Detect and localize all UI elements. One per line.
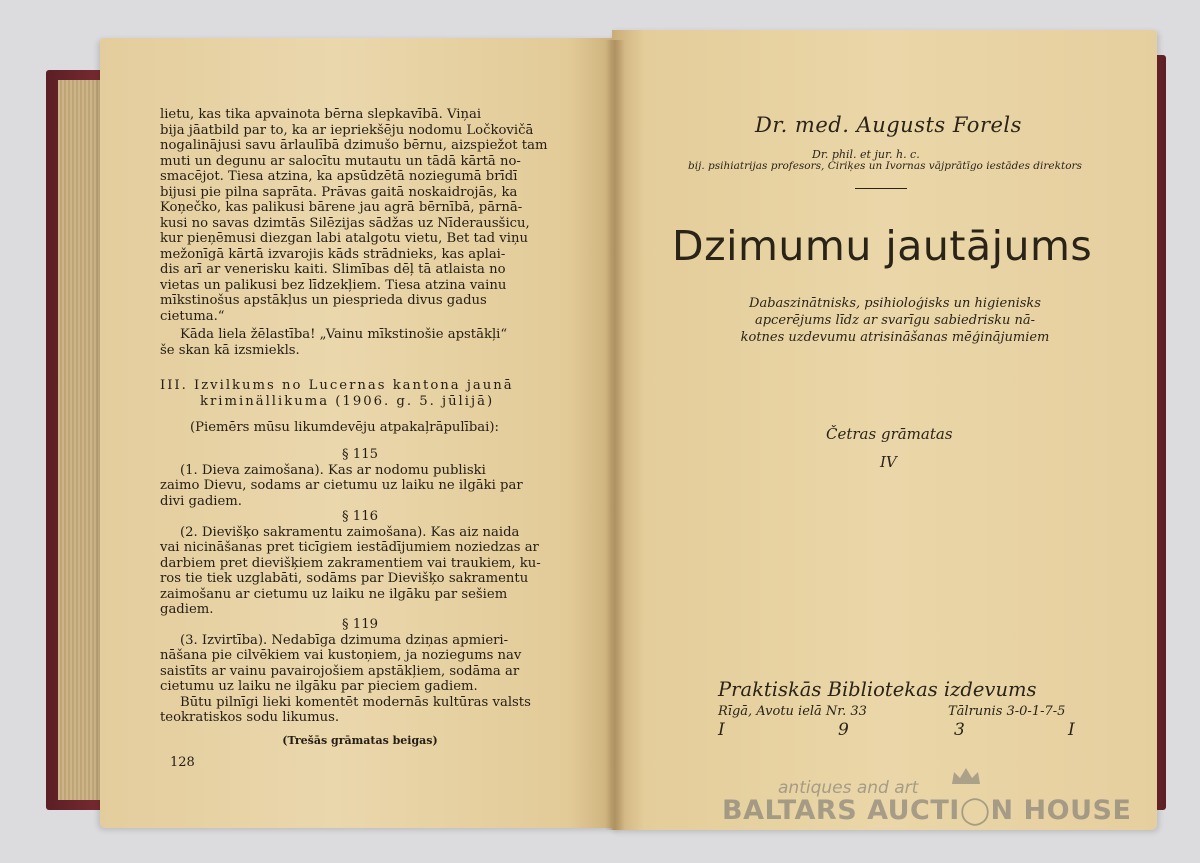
book-subtitle	[720, 295, 1070, 346]
article-number: § 115	[342, 447, 378, 462]
author-profession: bij. psihiatrijas profesors, Ciriķes un Ivornas vājprātīgo iestādes direktors	[688, 160, 1082, 172]
text-line: mežonīgā kārtā izvarojis kāds strādnieks, kas aplai-	[160, 246, 506, 262]
section-note	[160, 420, 560, 436]
text-line: zaimo Dievu, sodams ar cietumu uz laiku ne ilgāki par	[160, 478, 523, 493]
text-line: bijusi pie pilna saprāta. Prāvas gaitā noskaidrojās, ka	[160, 184, 518, 200]
article-115	[160, 447, 560, 509]
publisher-address: Rīgā, Avotu ielā Nr. 33	[718, 704, 867, 719]
page-number: 128	[170, 755, 195, 770]
subtitle-line: apcerējums līdz ar svarīgu sabiedrisku nā-	[754, 313, 1036, 328]
publisher-phone: Tālrunis 3-0-1-7-5	[948, 704, 1066, 719]
text-line: (Trešās grāmatas beigas)	[282, 734, 438, 747]
text-line: zaimošanu ar cietumu uz laiku ne ilgāku par sešiem	[160, 586, 508, 602]
book-title: Dzimumu jautājums	[672, 222, 1093, 270]
section-title	[160, 378, 560, 409]
divider	[855, 188, 907, 189]
text-line: (2. Dievišķo sakramentu zaimošana). Kas aiz naida	[180, 524, 520, 540]
text-line: (Piemērs mūsu likumdevēju atpakaļrāpulībai):	[190, 420, 499, 435]
article-number: § 119	[342, 617, 378, 632]
text-line: teokratiskos sodu likumus.	[160, 710, 340, 725]
text-line: vietas un palikusi bez līdzekļiem. Tiesa atzina vainu	[160, 277, 507, 293]
crown-icon	[950, 766, 982, 786]
watermark-name: BALTARS AUCTI◯N HOUSE	[722, 795, 1132, 826]
text-line: darbiem pret dievišķiem zakramentiem vai traukiem, ku-	[160, 555, 541, 571]
article-116	[160, 509, 560, 618]
text-line: kriminällikuma (1906. g. 5. jūlijā)	[200, 393, 495, 409]
text-line: divi gadiem.	[160, 493, 242, 509]
text-line: smacējot. Tiesa atzina, ka apsūdzētā noziegumā brīdī	[160, 169, 518, 184]
year-digit: 9	[838, 720, 849, 740]
left-paragraph-1	[160, 107, 560, 324]
watermark-tagline: antiques and art	[778, 778, 919, 798]
books-count: Četras grāmatas	[826, 425, 953, 443]
author-credentials: Dr. phil. et jur. h. c.	[812, 148, 920, 161]
text-line: lietu, kas tika apvainota bērna slepkavībā. Viņai	[160, 107, 482, 122]
text-line: muti un degunu ar salocītu mutautu un tādā kārtā no-	[160, 153, 521, 169]
text-line: kur pieņēmusi diezgan labi atalgotu vietu, Bet tad viņu	[160, 231, 528, 246]
end-note	[160, 733, 560, 749]
subtitle-line: kotnes uzdevumu atrisināšanas mēģinājumiem	[740, 330, 1050, 345]
text-line: (1. Dieva zaimošana). Kas ar nodomu publiski	[180, 462, 486, 478]
article-119	[160, 617, 560, 726]
text-line: gadiem.	[160, 602, 214, 617]
article-number: § 116	[342, 509, 378, 524]
subtitle-line: Dabaszinātnisks, psihioloģisks un higienisks	[749, 296, 1041, 311]
year-digit: 3	[954, 720, 965, 740]
volume-number: IV	[880, 453, 897, 471]
text-line: bija jāatbild par to, ka ar iepriekšēju nodomu Ločkovičā	[160, 122, 534, 138]
text-line: cietuma.“	[160, 308, 225, 324]
year-digit: I	[718, 720, 725, 740]
publisher: Praktiskās Bibliotekas izdevums	[718, 678, 1037, 701]
text-line: mīkstinošus apstākļus un piesprieda divus gadus	[160, 293, 487, 308]
year-digit: I	[1068, 720, 1075, 740]
text-line: III. Izvilkums no Lucernas kantona jaunā	[160, 378, 514, 393]
text-line: nogalinājusi savu ārlaulībā dzimušo bērnu, aizspiežot tam	[160, 138, 548, 153]
book-gutter	[605, 40, 625, 830]
text-line: Koņečko, kas palikusi bārene jau agrā bērnībā, pārnā-	[160, 200, 523, 215]
text-line: vai nicināšanas pret ticīgiem iestādījumiem noziedzas ar	[160, 540, 539, 555]
text-line: kusi no savas dzimtās Silēzijas sādžas uz Nīderausšicu,	[160, 215, 530, 231]
left-paragraph-2	[160, 327, 560, 358]
text-line: saistīts ar vainu pavairojošiem apstākļiem, sodāma ar	[160, 663, 520, 679]
text-line: še skan kā izsmiekls.	[160, 342, 300, 358]
text-line: Būtu pilnīgi lieki komentēt modernās kultūras valsts	[180, 694, 531, 710]
text-line: nāšana pie cilvēkiem vai kustoņiem, ja noziegums nav	[160, 648, 522, 663]
text-line: cietumu uz laiku ne ilgāku par pieciem gadiem.	[160, 679, 478, 694]
text-line: (3. Izvirtība). Nedabīga dzimuma dziņas apmieri-	[180, 632, 509, 648]
text-line: dis arī ar venerisku kaiti. Slimības dēļ tā atlaista no	[160, 262, 506, 277]
text-line: Kāda liela žēlastība! „Vainu mīkstinošie apstākļi“	[180, 327, 508, 342]
text-line: ros tie tiek uzglabāti, sodāms par Dievišķo sakramentu	[160, 571, 529, 586]
author-name: Dr. med. Augusts Forels	[755, 113, 1022, 137]
